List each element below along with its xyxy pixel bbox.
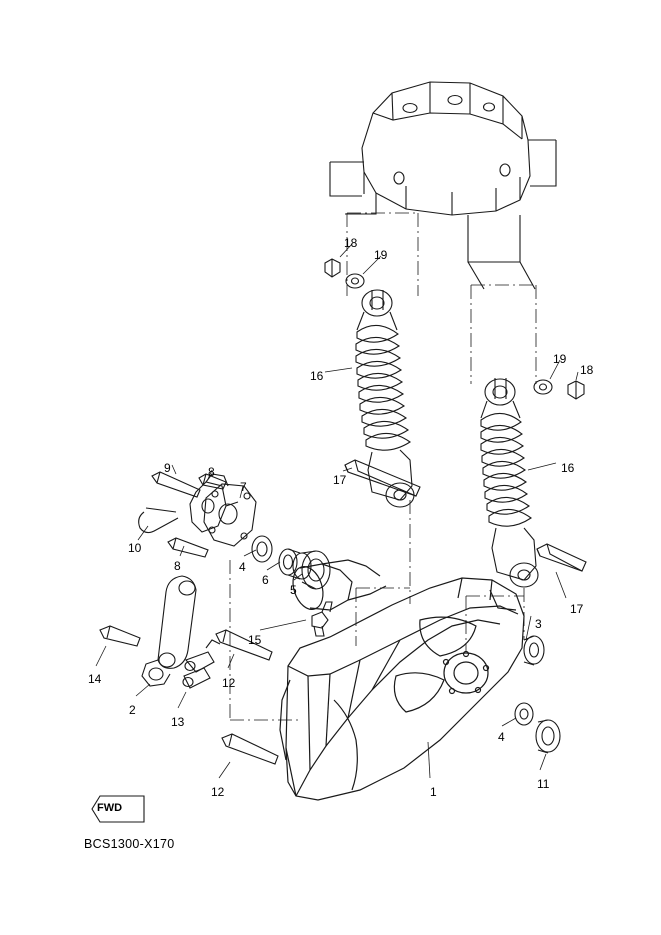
callout-8-upper: 8 bbox=[208, 465, 215, 479]
callout-19-left: 19 bbox=[374, 248, 388, 262]
callout-18-left: 18 bbox=[344, 236, 358, 250]
callout-12-upper: 12 bbox=[222, 676, 236, 690]
callout-6: 6 bbox=[262, 573, 269, 587]
callout-4-left: 4 bbox=[239, 560, 246, 574]
callout-13: 13 bbox=[171, 715, 185, 729]
callout-16-right: 16 bbox=[561, 461, 575, 475]
callout-18-right: 18 bbox=[580, 363, 594, 377]
callout-16-left: 16 bbox=[310, 369, 324, 383]
fwd-label: FWD bbox=[97, 802, 123, 814]
part-code-label: BCS1300-X170 bbox=[84, 837, 175, 851]
callout-8-lower: 8 bbox=[174, 559, 181, 573]
swingarm-assembly bbox=[280, 560, 524, 800]
callout-9: 9 bbox=[164, 461, 171, 475]
callout-10: 10 bbox=[128, 541, 142, 555]
callout-11: 11 bbox=[537, 777, 550, 791]
fwd-direction-marker bbox=[92, 796, 136, 822]
callout-3: 3 bbox=[535, 617, 542, 631]
callout-12-lower: 12 bbox=[211, 785, 225, 799]
callout-17-right: 17 bbox=[570, 602, 584, 616]
shock-hardware-right bbox=[534, 380, 586, 571]
callout-1: 1 bbox=[430, 785, 437, 799]
callout-4-right: 4 bbox=[498, 730, 505, 744]
frame-bracket bbox=[330, 82, 556, 289]
callout-17-left: 17 bbox=[333, 473, 347, 487]
shock-absorber-right bbox=[481, 378, 538, 587]
assembly-axis-lines bbox=[230, 213, 536, 720]
bracket-group bbox=[139, 474, 256, 546]
callout-2: 2 bbox=[129, 703, 136, 717]
callout-5: 5 bbox=[290, 583, 297, 597]
grease-nipple bbox=[312, 602, 332, 636]
callout-7: 7 bbox=[240, 480, 247, 494]
callout-19-right: 19 bbox=[553, 352, 567, 366]
callout-14: 14 bbox=[88, 672, 102, 686]
callout-15: 15 bbox=[248, 633, 262, 647]
right-collars bbox=[515, 636, 560, 753]
